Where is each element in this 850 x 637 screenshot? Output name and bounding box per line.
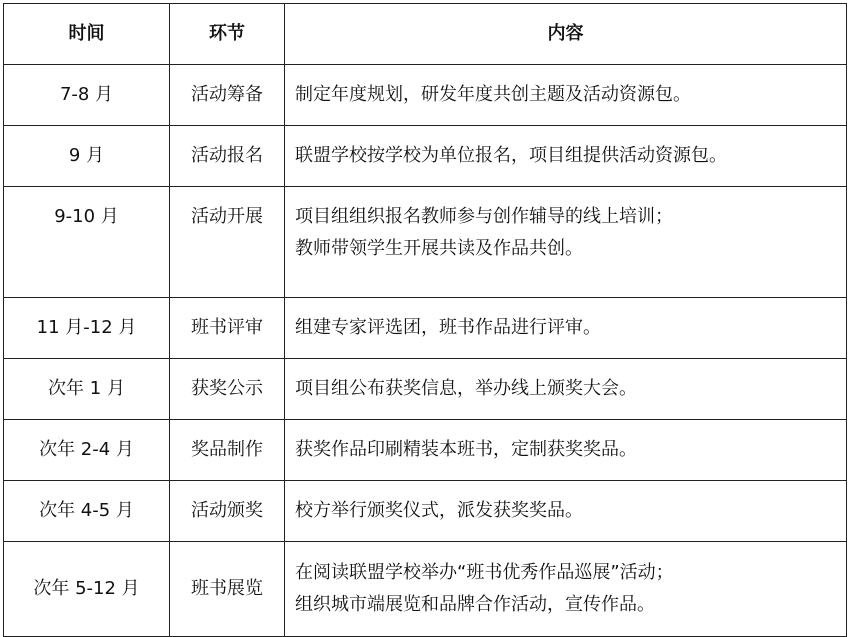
time-cell: 次年 4-5 月 <box>4 481 170 542</box>
content-cell <box>285 298 847 359</box>
schedule-table <box>3 3 847 637</box>
table-row <box>4 298 847 359</box>
header-time: 时间 <box>4 4 170 65</box>
content-line: 获奖作品印刷精装本班书，定制获奖奖品。 <box>295 439 637 460</box>
stage-cell: 获奖公示 <box>170 359 285 420</box>
content-line: 项目组组织报名教师参与创作辅导的线上培训； <box>295 206 673 227</box>
table-row <box>4 542 847 637</box>
content-cell <box>285 65 847 126</box>
content-cell <box>285 481 847 542</box>
content-line: 制定年度规划，研发年度共创主题及活动资源包。 <box>295 84 691 105</box>
content-line: 组建专家评选团，班书作品进行评审。 <box>295 317 601 338</box>
time-cell: 次年 2-4 月 <box>4 420 170 481</box>
stage-cell: 奖品制作 <box>170 420 285 481</box>
content-line: 在阅读联盟学校举办“班书优秀作品巡展”活动； <box>295 562 674 583</box>
time-cell: 次年 5-12 月 <box>4 542 170 637</box>
content-cell <box>285 542 847 637</box>
header-stage: 环节 <box>170 4 285 65</box>
stage-cell: 班书展览 <box>170 542 285 637</box>
content-line: 校方举行颁奖仪式，派发获奖奖品。 <box>295 500 583 521</box>
table-row <box>4 359 847 420</box>
content-line: 组织城市端展览和品牌合作活动，宣传作品。 <box>295 594 655 615</box>
table-header-row <box>4 4 847 65</box>
time-cell: 7-8 月 <box>4 65 170 126</box>
content-line: 联盟学校按学校为单位报名，项目组提供活动资源包。 <box>295 145 727 166</box>
stage-cell: 班书评审 <box>170 298 285 359</box>
stage-cell: 活动开展 <box>170 187 285 298</box>
table-row <box>4 420 847 481</box>
table-row <box>4 481 847 542</box>
time-cell: 11 月-12 月 <box>4 298 170 359</box>
stage-cell: 活动报名 <box>170 126 285 187</box>
stage-cell: 活动筹备 <box>170 65 285 126</box>
content-cell <box>285 126 847 187</box>
header-content: 内容 <box>285 4 847 65</box>
table-row <box>4 65 847 126</box>
content-line: 项目组公布获奖信息，举办线上颁奖大会。 <box>295 378 637 399</box>
content-cell <box>285 359 847 420</box>
time-cell: 9-10 月 <box>4 187 170 298</box>
stage-cell: 活动颁奖 <box>170 481 285 542</box>
table-row <box>4 187 847 298</box>
time-cell: 9 月 <box>4 126 170 187</box>
content-cell <box>285 420 847 481</box>
content-cell <box>285 187 847 298</box>
table-row <box>4 126 847 187</box>
time-cell: 次年 1 月 <box>4 359 170 420</box>
content-line: 教师带领学生开展共读及作品共创。 <box>295 238 583 259</box>
